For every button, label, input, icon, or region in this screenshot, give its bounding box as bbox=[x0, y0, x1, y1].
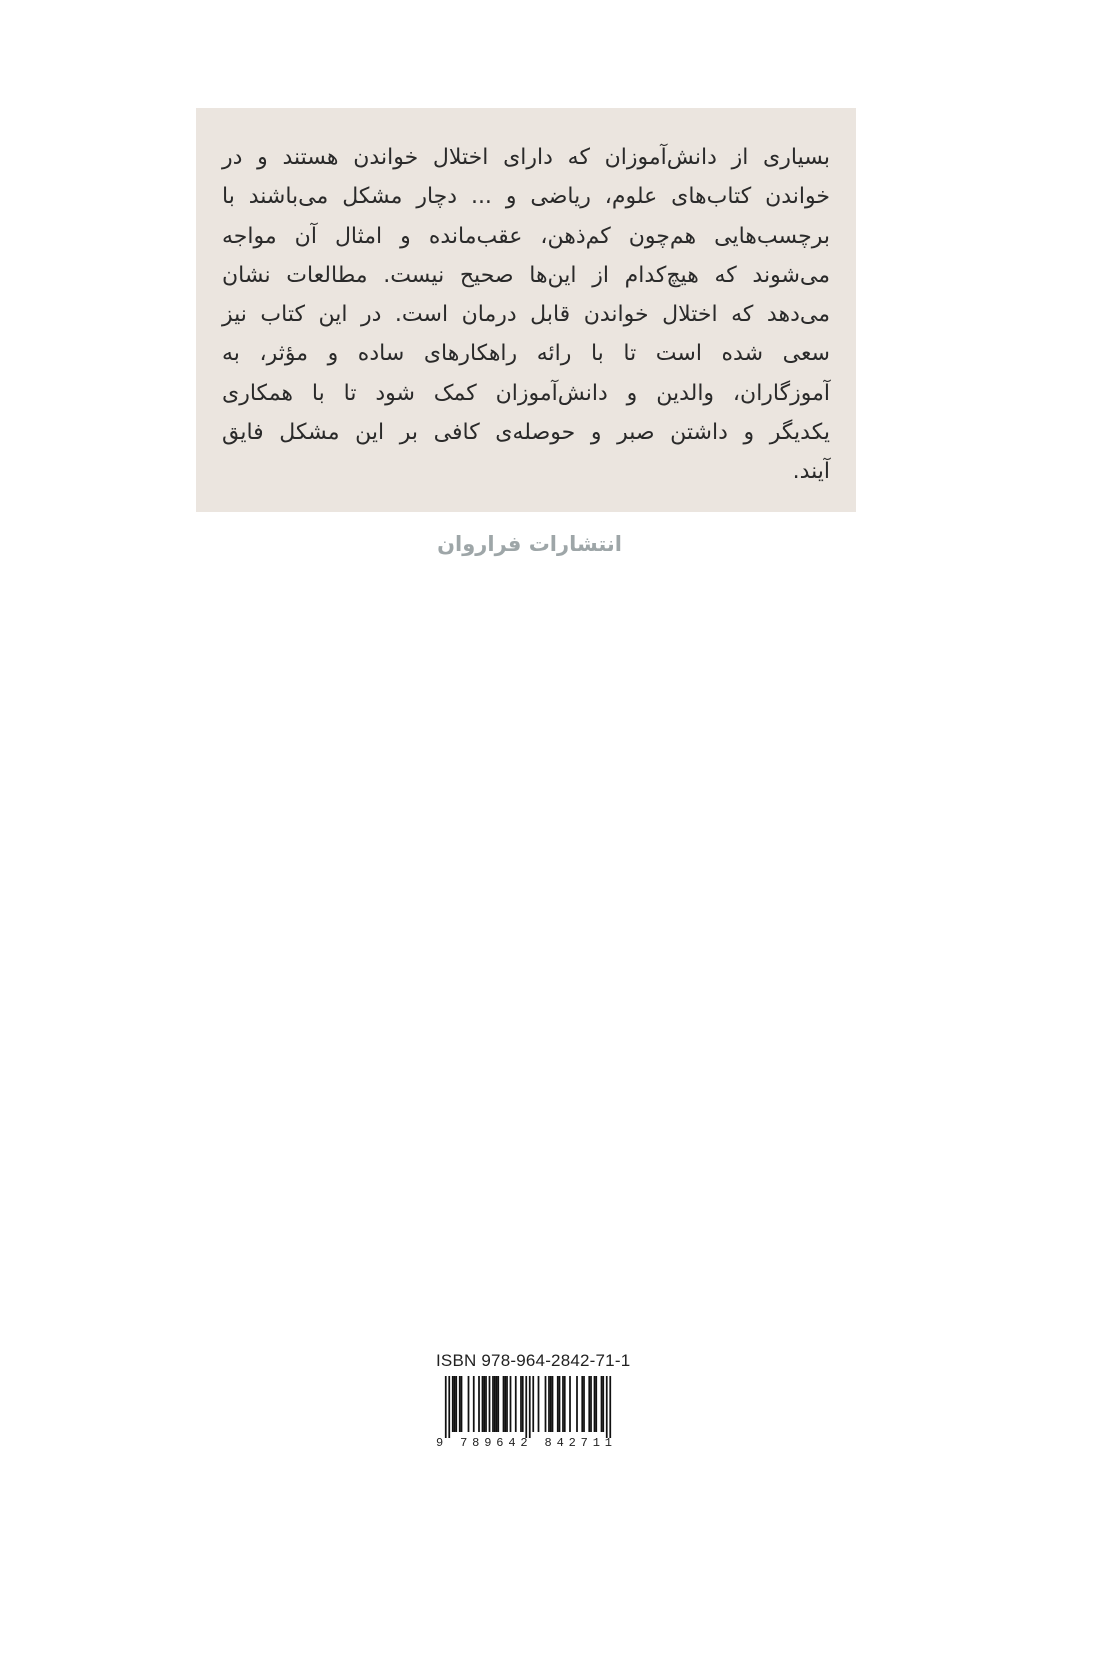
barcode-bar bbox=[538, 1376, 540, 1432]
barcode-bar bbox=[448, 1376, 450, 1438]
barcode-bar bbox=[594, 1376, 596, 1432]
barcode-bar bbox=[550, 1376, 552, 1432]
barcode-bar bbox=[494, 1376, 496, 1432]
barcode-bar bbox=[525, 1376, 527, 1438]
barcode-bar bbox=[559, 1376, 561, 1432]
blurb-text bbox=[222, 138, 830, 492]
barcode-bar bbox=[452, 1376, 454, 1432]
barcode-bar bbox=[468, 1376, 470, 1432]
blurb-panel bbox=[196, 108, 856, 512]
blurb-line: برچسب‌هایی هم‌چون کم‌ذهن، عقب‌مانده و امثال آن مواجه bbox=[222, 223, 830, 249]
barcode-bar bbox=[515, 1376, 517, 1432]
barcode-bar bbox=[478, 1376, 480, 1432]
barcode-bar bbox=[520, 1376, 522, 1432]
barcode-bar bbox=[576, 1376, 578, 1432]
barcode-bar bbox=[522, 1376, 524, 1432]
barcode-bar bbox=[606, 1376, 608, 1438]
blurb-line: آموزگاران، والدین و دانش‌آموزان کمک شود تا با همکاری bbox=[222, 380, 830, 406]
barcode-bar bbox=[532, 1376, 534, 1432]
barcode-bar bbox=[482, 1376, 484, 1432]
barcode-bar bbox=[590, 1376, 592, 1432]
barcode-bar bbox=[461, 1376, 463, 1432]
barcode-bar bbox=[489, 1376, 491, 1432]
barcode-bar bbox=[529, 1376, 531, 1438]
barcode-bar bbox=[496, 1376, 498, 1432]
barcode-bar bbox=[459, 1376, 461, 1432]
barcode bbox=[432, 1376, 616, 1448]
barcode-bar bbox=[583, 1376, 585, 1432]
barcode-bar bbox=[455, 1376, 457, 1432]
barcode-bar bbox=[548, 1376, 550, 1432]
blurb-line: آیند. bbox=[792, 459, 830, 485]
barcode-bar bbox=[552, 1376, 554, 1432]
barcode-bar bbox=[595, 1376, 597, 1432]
barcode-bar bbox=[581, 1376, 583, 1432]
barcode-bar bbox=[503, 1376, 505, 1432]
barcode-bar bbox=[564, 1376, 566, 1432]
publisher-name: انتشارات فراروان bbox=[437, 532, 622, 556]
barcode-bar bbox=[506, 1376, 508, 1432]
barcode-bar bbox=[557, 1376, 559, 1432]
isbn-label: ISBN 978-964-2842-71-1 bbox=[436, 1351, 631, 1370]
blurb-line: می‌دهد که اختلال خواندن قابل درمان است. در این کتاب نیز bbox=[222, 302, 830, 328]
barcode-bar bbox=[445, 1376, 447, 1438]
barcode-bar bbox=[504, 1376, 506, 1432]
barcode-bar bbox=[510, 1376, 512, 1432]
barcode-bar bbox=[485, 1376, 487, 1432]
barcode-bar bbox=[588, 1376, 590, 1432]
barcode-bar bbox=[601, 1376, 603, 1432]
barcode-caption: 9 789642 842711 bbox=[436, 1436, 612, 1448]
barcode-bar bbox=[609, 1376, 611, 1438]
barcode-bar bbox=[562, 1376, 564, 1432]
blurb-line: سعی شده است تا با رائه راهکارهای ساده و مؤثر، به bbox=[222, 341, 830, 367]
blurb-line: یکدیگر و داشتن صبر و حوصله‌ی کافی بر این مشکل فایق bbox=[222, 420, 830, 446]
barcode-bar bbox=[483, 1376, 485, 1432]
barcode-bar bbox=[492, 1376, 494, 1432]
blurb-line: می‌شوند که هیچ‌کدام از این‌ها صحیح نیست. مطالعات نشان bbox=[222, 262, 830, 288]
blurb-line: بسیاری از دانش‌آموزان که دارای اختلال خواندن هستند و در bbox=[222, 145, 830, 170]
barcode-bar bbox=[473, 1376, 475, 1432]
barcode-bar bbox=[545, 1376, 547, 1432]
barcode-bar bbox=[602, 1376, 604, 1432]
barcode-bar bbox=[569, 1376, 571, 1432]
barcode-bar bbox=[497, 1376, 499, 1432]
barcode-bar bbox=[454, 1376, 456, 1432]
blurb-line: خواندن کتاب‌های علوم، ریاضی و ... دچار مشکل می‌باشند با bbox=[222, 184, 830, 210]
